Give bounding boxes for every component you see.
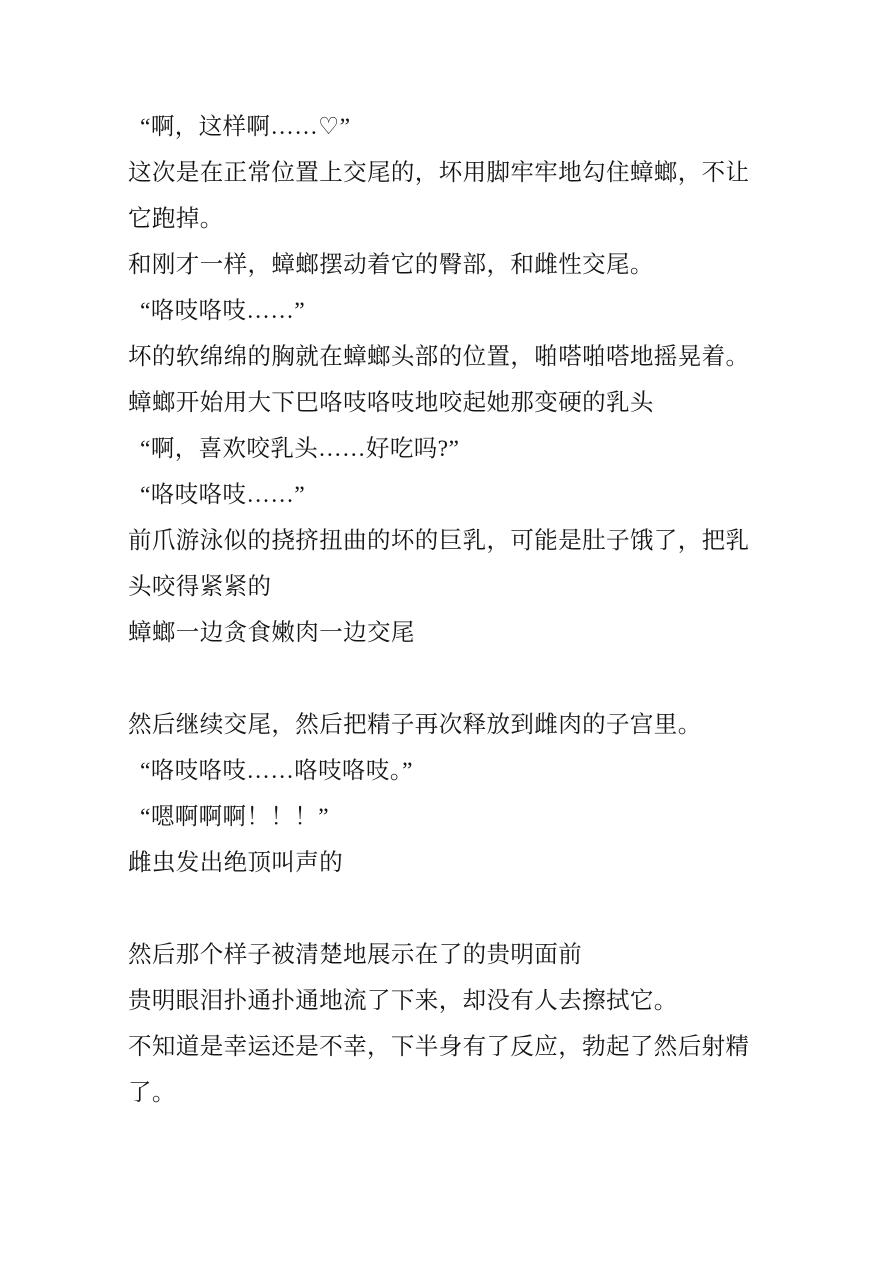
paragraph: 这次是在正常位置上交尾的，坏用脚牢牢地勾住蟑螂，不让它跑掉。 (128, 160, 750, 232)
paragraph: 坏的软绵绵的胸就在蟑螂头部的位置，啪嗒啪嗒地摇晃着。 (128, 344, 750, 370)
paragraph: “咯吱咯吱……” (140, 298, 306, 324)
paragraph: 雌虫发出绝顶叫声的 (128, 850, 344, 876)
paragraph: 蟑螂开始用大下巴咯吱咯吱地咬起她那变硬的乳头 (128, 390, 654, 416)
paragraph: “咯吱咯吱……” (140, 482, 306, 508)
paragraph: 蟑螂一边贪食嫩肉一边交尾 (128, 620, 415, 646)
paragraph: 不知道是幸运还是不幸，下半身有了反应，勃起了然后射精了。 (128, 1034, 750, 1106)
paragraph: 然后那个样子被清楚地展示在了的贵明面前 (128, 942, 583, 968)
paragraph: 贵明眼泪扑通扑通地流了下来，却没有人去擦拭它。 (128, 988, 678, 1014)
document-body (128, 104, 764, 1116)
paragraph: 前爪游泳似的挠挤扭曲的坏的巨乳，可能是肚子饿了，把乳头咬得紧紧的 (128, 528, 750, 600)
paragraph-spacer (128, 656, 764, 702)
paragraph: “嗯啊啊啊！！！” (140, 804, 329, 830)
paragraph: 和刚才一样，蟑螂摆动着它的臀部，和雌性交尾。 (128, 252, 654, 278)
paragraph: “咯吱咯吱……咯吱咯吱。” (140, 758, 413, 784)
paragraph: “啊，喜欢咬乳头……好吃吗?” (140, 436, 460, 462)
paragraph: 然后继续交尾，然后把精子再次释放到雌肉的子宫里。 (128, 712, 702, 738)
paragraph-spacer (128, 886, 764, 932)
paragraph: “啊，这样啊……♡” (140, 114, 351, 140)
